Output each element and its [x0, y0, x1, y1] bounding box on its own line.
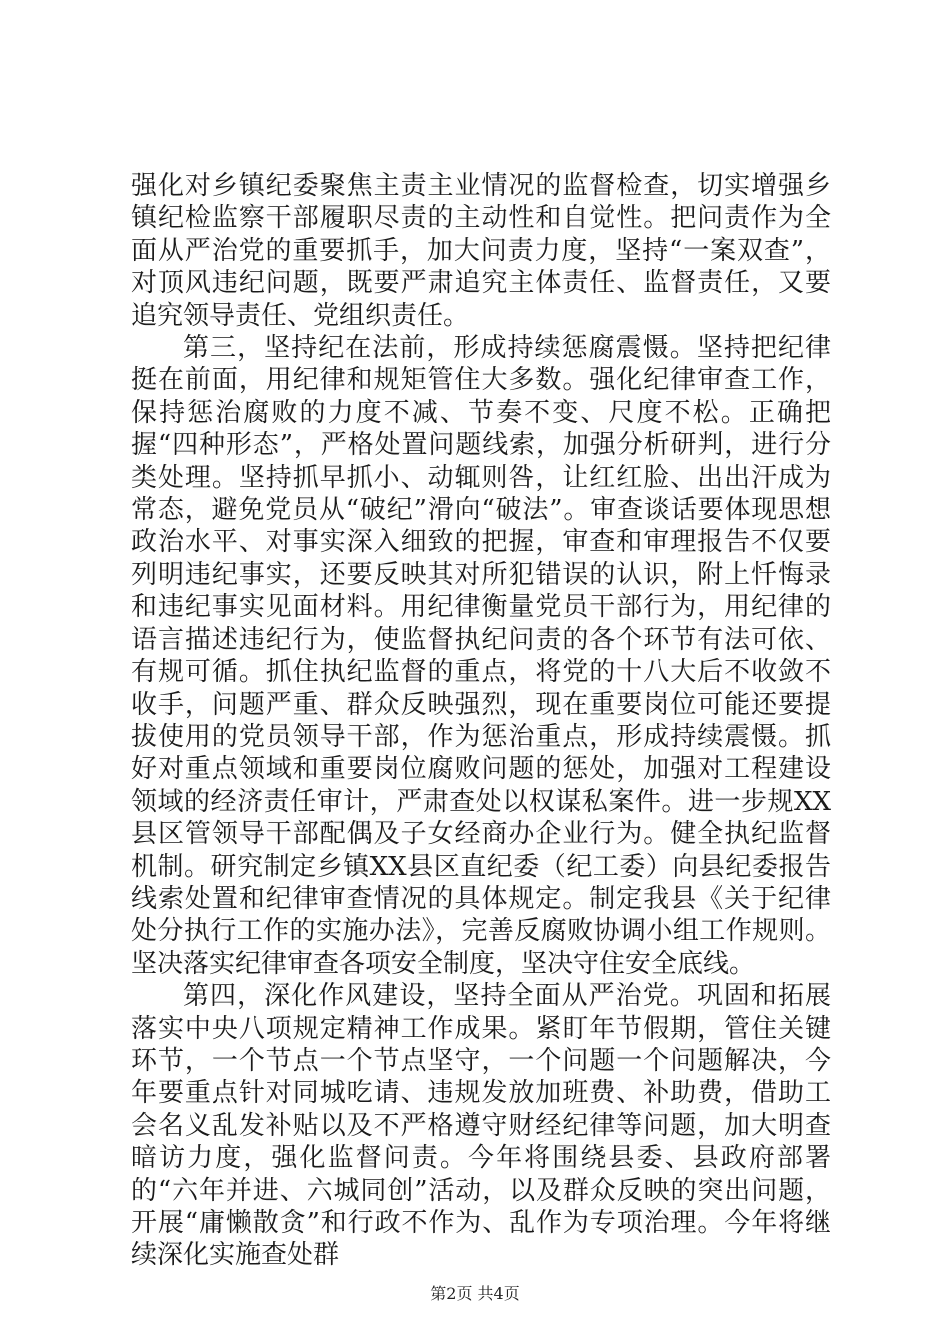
paragraph-fourth-point: 第四，深化作风建设，坚持全面从严治党。巩固和拓展落实中央八项规定精神工作成果。紧盯年节假期，管住关键环节，一个节点一个节点坚守，一个问题一个问题解决，今年要重点针对同城吃请、违规发放加班费、补助费，借助工会名义乱发补贴以及不严格遵守财经纪律等问题，加大明查暗访力度，强化监督问责。今年将围绕县委、县政府部署的“六年并进、六城同创”活动，以及群众反映的突出问题，开展“庸懒散贪”和行政不作为、乱作为专项治理。今年将继续深化实施查处群 [131, 981, 831, 1271]
page-number: 第2页 共4页 [430, 1284, 520, 1303]
paragraph-third-point: 第三，坚持纪在法前，形成持续惩腐震慑。坚持把纪律挺在前面，用纪律和规矩管住大多数。强化纪律审查工作，保持惩治腐败的力度不减、节奏不变、尺度不松。正确把握“四种形态”，严格处置问题线索，加强分析研判，进行分类处理。坚持抓早抓小、动辄则咎，让红红脸、出出汗成为常态，避免党员从“破纪”滑向“破法”。审查谈话要体现思想政治水平、对事实深入细致的把握，审查和审理报告不仅要列明违纪事实，还要反映其对所犯错误的认识，附上忏悔录和违纪事实见面材料。用纪律衡量党员干部行为，用纪律的语言描述违纪行为，使监督执纪问责的各个环节有法可依、有规可循。抓住执纪监督的重点，将党的十八大后不收敛不收手，问题严重、群众反映强烈，现在重要岗位可能还要提拔使用的党员领导干部，作为惩治重点，形成持续震慑。抓好对重点领域和重要岗位腐败问题的惩处，加强对工程建设领域的经济责任审计，严肃查处以权谋私案件。进一步规XX县区管领导干部配偶及子女经商办企业行为。健全执纪监督机制。研究制定乡镇XX县区直纪委（纪工委）向县纪委报告线索处置和纪律审查情况的具体规定。制定我县《关于纪律处分执行工作的实施办法》，完善反腐败协调小组工作规则。坚决落实纪律审查各项安全制度，坚决守住安全底线。 [131, 333, 831, 979]
body-text [131, 170, 831, 1272]
paragraph-continuation: 强化对乡镇纪委聚焦主责主业情况的监督检查，切实增强乡镇纪检监察干部履职尽责的主动性和自觉性。把问责作为全面从严治党的重要抓手，加大问责力度，坚持“一案双查”，对顶风违纪问题，既要严肃追究主体责任、监督责任，又要追究领导责任、党组织责任。 [131, 171, 831, 331]
page-footer [0, 1284, 950, 1304]
